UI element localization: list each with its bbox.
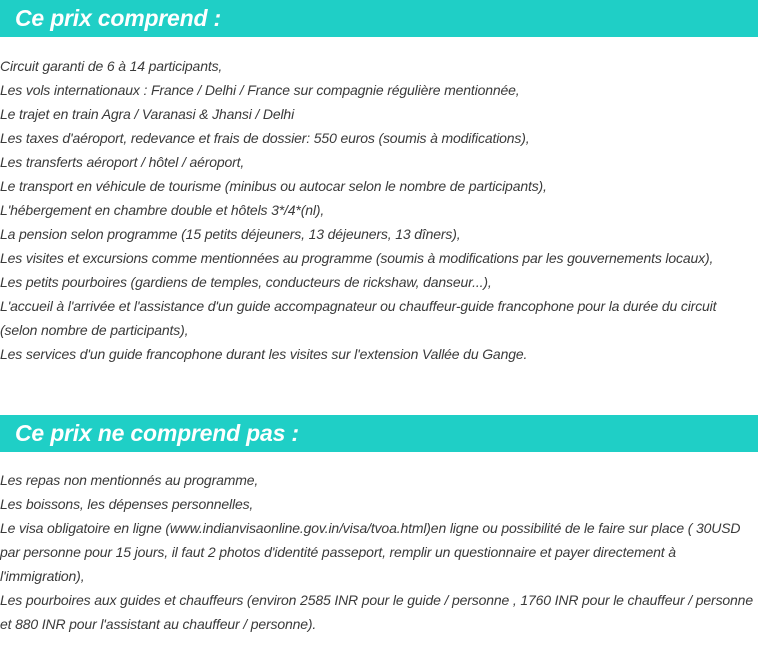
list-item: Circuit garanti de 6 à 14 participants, xyxy=(0,58,223,74)
list-item: Les boissons, les dépenses personnelles, xyxy=(0,496,254,512)
list-item: Les vols internationaux : France / Delhi / France sur compagnie régulière mentionnée, xyxy=(0,82,520,98)
excluded-section-header xyxy=(0,415,758,452)
list-item: La pension selon programme (15 petits déjeuners, 13 déjeuners, 13 dîners), xyxy=(0,226,461,242)
list-item: Les transferts aéroport / hôtel / aéroport, xyxy=(0,154,245,170)
list-item: Les taxes d'aéroport, redevance et frais de dossier: 550 euros (soumis à modifications), xyxy=(0,130,530,146)
list-item: L'accueil à l'arrivée et l'assistance d'un guide accompagnateur ou chauffeur-guide francophone pour la durée du circuit (selon nombre de participants), xyxy=(0,298,717,338)
list-item: Les petits pourboires (gardiens de temples, conducteurs de rickshaw, danseur...), xyxy=(0,274,492,290)
list-item: Le trajet en train Agra / Varanasi & Jhansi / Delhi xyxy=(0,106,295,122)
list-item: L'hébergement en chambre double et hôtels 3*/4*(nl), xyxy=(0,202,325,218)
list-item: Les services d'un guide francophone durant les visites sur l'extension Vallée du Gange. xyxy=(0,346,528,362)
list-item: Le visa obligatoire en ligne (www.indianvisaonline.gov.in/visa/tvoa.html)en ligne ou possibilité de le faire sur place ( 30USD par personne pour 15 jours, il faut 2 photos d'identité passeport, remplir un questionnaire et payer directement à l'immigration), xyxy=(0,520,741,584)
excluded-list xyxy=(0,468,756,636)
list-item: Le transport en véhicule de tourisme (minibus ou autocar selon le nombre de participants), xyxy=(0,178,547,194)
list-item: Les repas non mentionnés au programme, xyxy=(0,472,259,488)
included-section-title: Ce prix comprend : xyxy=(15,5,221,31)
included-list xyxy=(0,54,756,366)
list-item: Les pourboires aux guides et chauffeurs (environ 2585 INR pour le guide / personne , 1760 INR pour le chauffeur / personne et 880 INR pour l'assistant au chauffeur / personne). xyxy=(0,592,753,632)
list-item: Les visites et excursions comme mentionnées au programme (soumis à modifications par les gouvernements locaux), xyxy=(0,250,714,266)
included-section-header xyxy=(0,0,758,37)
excluded-section-title: Ce prix ne comprend pas : xyxy=(15,420,299,446)
